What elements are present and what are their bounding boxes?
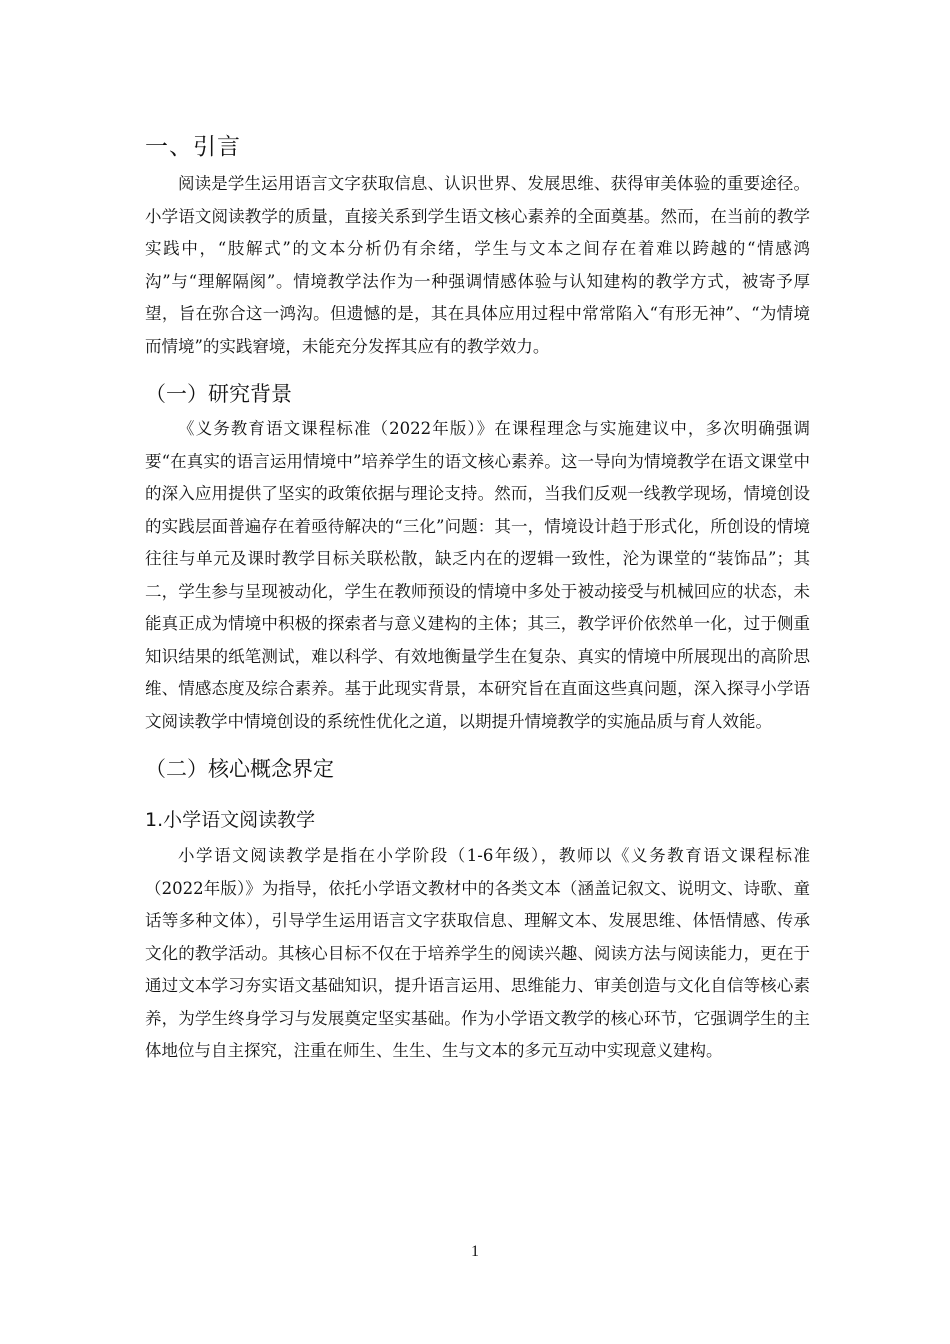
subsubsection-title-reading: 1.小学语文阅读教学 [145, 809, 316, 831]
page-number: 1 [471, 1243, 479, 1260]
reading-definition-paragraph: 小学语文阅读教学是指在小学阶段（1-6年级），教师以《义务教育语文课程标准（2022年版）》为指导，依托小学语文教材中的各类文本（涵盖记叙文、说明文、诗歌、童话等多种文体），引导学生运用语言文字获取信息、理解文本、发展思维、体悟情感、传承文化的教学活动。其核心目标不仅在于培养学生的阅读兴趣、阅读方法与阅读能力，更在于通过文本学习夯实语文基础知识，提升语言运用、思维能力、审美创造与文化自信等核心素养，为学生终身学习与发展奠定坚实基础。作为小学语文教学的核心环节，它强调学生的主体地位与自主探究，注重在师生、生生、生与文本的多元互动中实现意义建构。 [145, 846, 810, 1060]
background-paragraph: 《义务教育语文课程标准（2022年版）》在课程理念与实施建议中，多次明确强调要“在真实的语言运用情境中”培养学生的语文核心素养。这一导向为情境教学在语文课堂中的深入应用提供了坚实的政策依据与理论支持。然而，当我们反观一线教学现场，情境创设的实践层面普遍存在着亟待解决的“三化”问题：其一，情境设计趋于形式化，所创设的情境往往与单元及课时教学目标关联松散，缺乏内在的逻辑一致性，沦为课堂的“装饰品”；其二，学生参与呈现被动化，学生在教师预设的情境中多处于被动接受与机械回应的状态，未能真正成为情境中积极的探索者与意义建构的主体；其三，教学评价依然单一化，过于侧重知识结果的纸笔测试，难以科学、有效地衡量学生在复杂、真实的情境中所展现出的高阶思维、情感态度及综合素养。基于此现实背景，本研究旨在直面这些真问题，深入探寻小学语文阅读教学中情境创设的系统性优化之道，以期提升情境教学的实施品质与育人效能。 [145, 419, 810, 731]
subsection-title-concepts: （二）核心概念界定 [145, 757, 334, 781]
section-title: 一、引言 [145, 134, 241, 160]
subsection-title-background: （一）研究背景 [145, 382, 292, 406]
intro-paragraph: 阅读是学生运用语言文字获取信息、认识世界、发展思维、获得审美体验的重要途径。小学语文阅读教学的质量，直接关系到学生语文核心素养的全面奠基。然而，在当前的教学实践中，“肢解式”的文本分析仍有余绪，学生与文本之间存在着难以跨越的“情感鸿沟”与“理解隔阂”。情境教学法作为一种强调情感体验与认知建构的教学方式，被寄予厚望，旨在弥合这一鸿沟。但遗憾的是，其在具体应用过程中常常陷入“有形无神”、“为情境而情境”的实践窘境，未能充分发挥其应有的教学效力。 [145, 174, 810, 356]
document-body [145, 128, 810, 1068]
